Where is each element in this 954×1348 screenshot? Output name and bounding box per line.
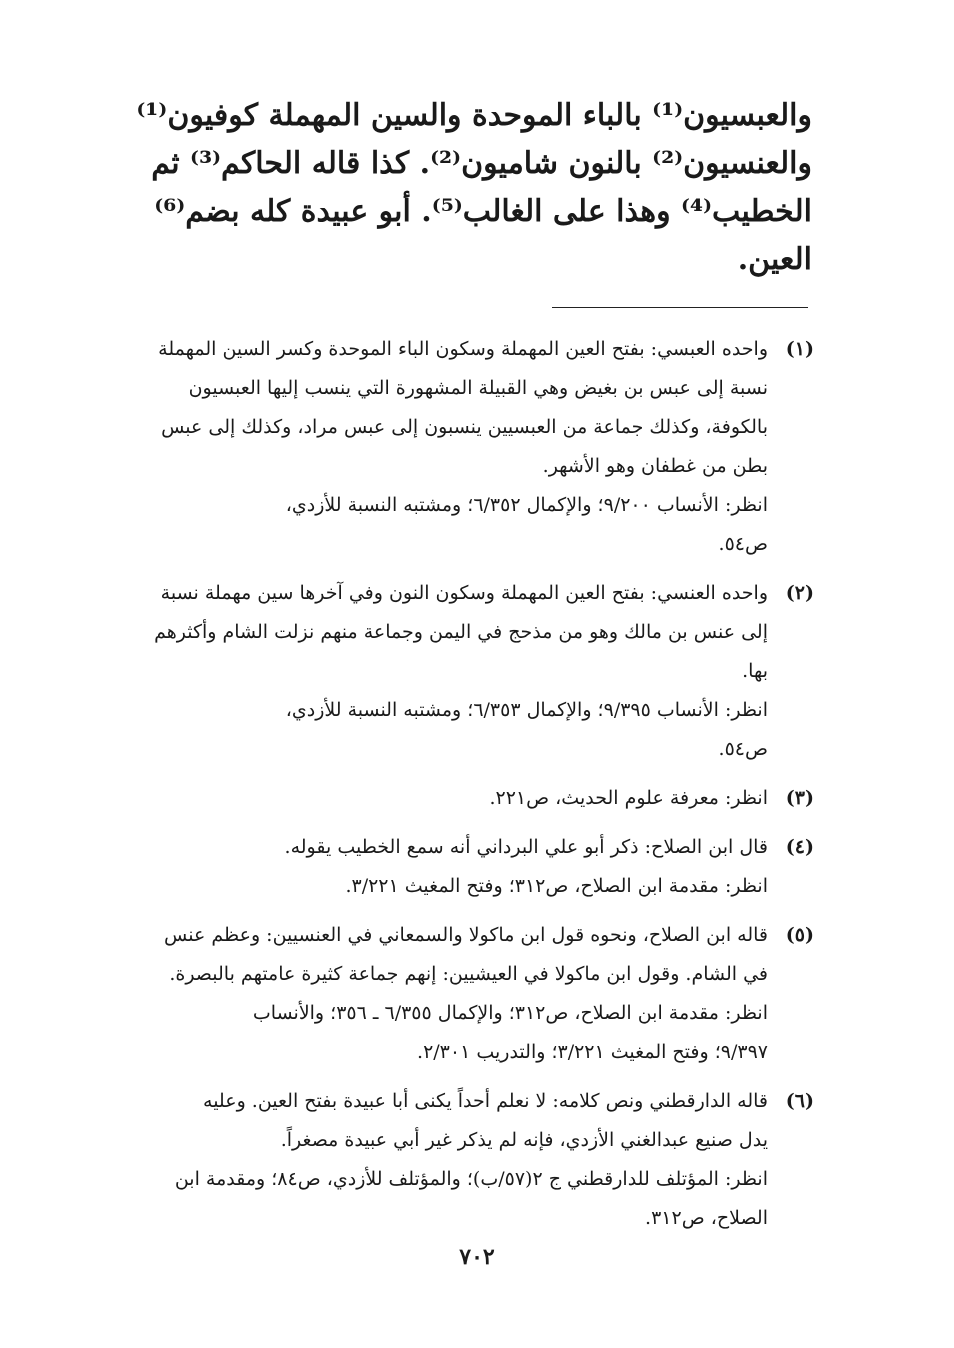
footnote-number: (٦) xyxy=(785,1090,814,1112)
footnote-line: ٩/٣٩٧؛ وفتح المغيث ٣/٢٢١؛ والتدريب ٢/٣٠١. xyxy=(417,1041,768,1063)
footnote-body xyxy=(112,916,768,1072)
footnote-body xyxy=(112,330,768,564)
footnote xyxy=(112,330,812,564)
footnote xyxy=(112,828,812,906)
footnote-line: انظر: مقدمة ابن الصلاح، ص٣١٢؛ والإكمال ٦/٣٥٥ ـ ٣٥٦؛ والأنساب xyxy=(252,1002,768,1024)
footnote-line: انظر: الأنساب ٩/٢٠٠؛ والإكمال ٦/٣٥٢؛ ومشتبه النسبة للأزدي، xyxy=(285,494,768,516)
footnote-line: انظر: معرفة علوم الحديث، ص٢٢١. xyxy=(489,787,768,809)
footnote-line: انظر: المؤتلف للدارقطني ج ٢(٥٧/ب)؛ والمؤتلف للأزدي، ص٨٤؛ ومقدمة ابن xyxy=(174,1168,768,1190)
footnote-line: ص٥٤. xyxy=(718,738,768,760)
footnote-line: انظر: مقدمة ابن الصلاح، ص٣١٢؛ وفتح المغيث ٣/٢٢١. xyxy=(345,875,768,897)
footnote-line: بالكوفة، وكذلك جماعة من العبسيين ينسبون إلى عبس مراد، وكذلك إلى عبس xyxy=(161,416,768,438)
footnote-line: واحده العنسي: بفتح العين المهملة وسكون النون وفي آخرها سين مهملة نسبة xyxy=(160,582,768,604)
footnote-line: يدل صنيع عبدالغني الأزدي، فإنه لم يذكر غير أبي عبيدة مصغراً. xyxy=(280,1129,768,1151)
footnote-line: بها. xyxy=(742,660,768,682)
footnote xyxy=(112,1082,812,1238)
footnote xyxy=(112,574,812,769)
footnote-line: قال ابن الصلاح: ذكر أبو علي البرداني أنه سمع الخطيب يقوله. xyxy=(284,836,768,858)
main-text-line: العين. xyxy=(737,242,812,277)
main-text-line: والعبسيون⁽¹⁾ بالباء الموحدة والسين المهملة كوفيون⁽¹⁾ xyxy=(136,98,812,133)
footnote-number: (١) xyxy=(785,338,814,360)
footnote-line: قاله الدارقطني ونص كلامه: لا نعلم أحداً يكنى أبا عبيدة بفتح العين. وعليه xyxy=(203,1090,768,1112)
footnotes-section xyxy=(112,330,812,1248)
main-text-line: الخطيب⁽⁴⁾ وهذا على الغالب⁽⁵⁾. أبو عبيدة كله بضم⁽⁶⁾ xyxy=(154,194,812,229)
footnote-line: قاله ابن الصلاح، ونحوه قول ابن ماكولا والسمعاني في العنسيين: وعظم عنس xyxy=(164,924,768,946)
footnote-line: الصلاح، ص٣١٢. xyxy=(645,1207,768,1229)
footnote-body xyxy=(112,1082,768,1238)
footnote-line: إلى عنس بن مالك وهو من مذحج في اليمن وجماعة منهم نزلت الشام وأكثرهم xyxy=(154,621,768,643)
footnote-line: نسبة إلى عبس بن بغيض وهي القبيلة المشهورة التي ينسب إليها العبسيون xyxy=(188,377,768,399)
footnote-separator xyxy=(552,307,808,308)
footnote-number: (٥) xyxy=(785,924,814,946)
footnote-body xyxy=(112,828,768,906)
page-number: ٧٠٢ xyxy=(459,1244,495,1270)
footnote-line: انظر: الأنساب ٩/٣٩٥؛ والإكمال ٦/٣٥٣؛ ومشتبه النسبة للأزدي، xyxy=(285,699,768,721)
footnote xyxy=(112,779,812,818)
footnote-line: في الشام. وقول ابن ماكولا في العيشيين: إنهم جماعة كثيرة عامتهم بالبصرة. xyxy=(169,963,768,985)
footnote xyxy=(112,916,812,1072)
footnote-line: ص٥٤. xyxy=(718,533,768,555)
footnote-number: (٣) xyxy=(785,787,814,809)
main-text-line: والعنسيون⁽²⁾ بالنون شاميون⁽²⁾. كذا قاله الحاكم⁽³⁾ ثم xyxy=(151,146,812,181)
footnote-body xyxy=(112,779,768,818)
footnote-number: (٢) xyxy=(785,582,814,604)
footnote-line: بطن من غطفان وهو الأشهر. xyxy=(542,455,768,477)
main-text-block xyxy=(112,92,812,284)
footnote-line: واحده العبسي: بفتح العين المهملة وسكون الباء الموحدة وكسر السين المهملة xyxy=(158,338,768,360)
footnote-body xyxy=(112,574,768,769)
footnote-number: (٤) xyxy=(785,836,814,858)
